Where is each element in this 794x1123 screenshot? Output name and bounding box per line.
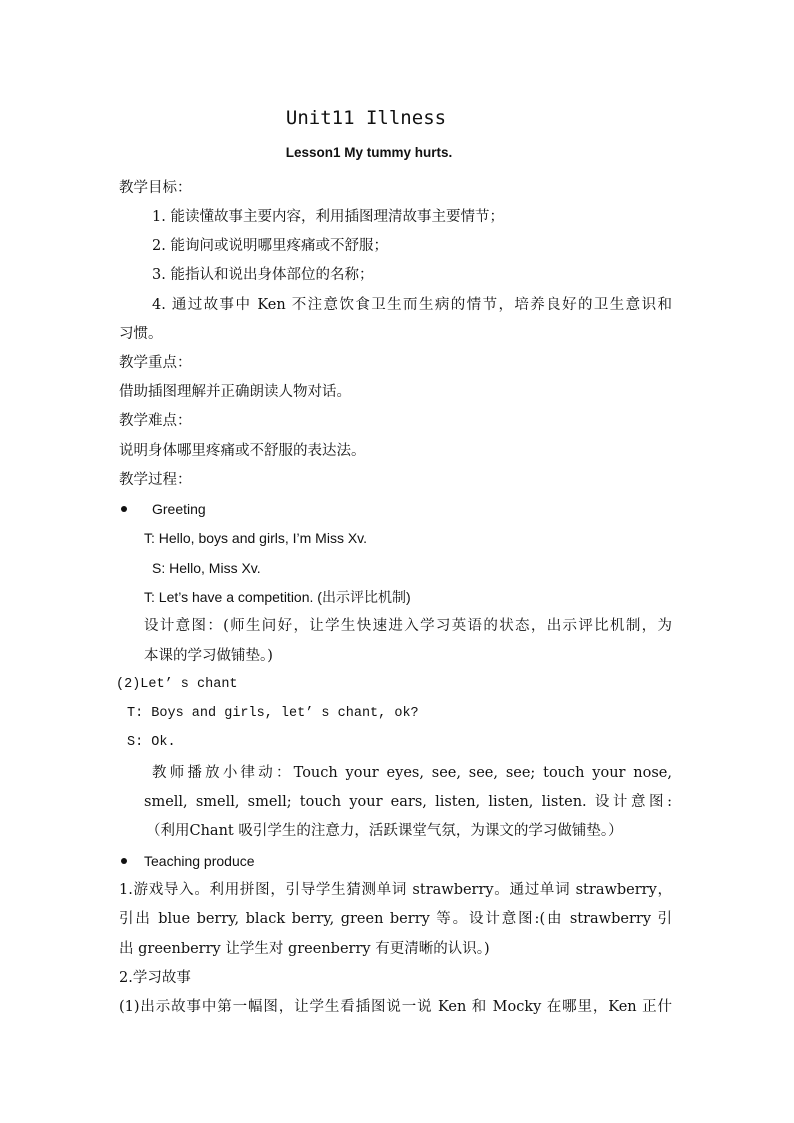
objective-item-4-cont: 习惯。 (119, 326, 163, 342)
key-points-text: 借助插图理解并正确朗读人物对话。 (119, 384, 351, 400)
produce-paragraph-3: 出 greenberry 让学生对 greenberry 有更清晰的认识。) (119, 941, 490, 957)
chant-paragraph-1: 教师播放小律动：Touch your eyes, see, see, see; touch your nose, (152, 765, 672, 781)
produce-paragraph-2: 引出 blue berry, black berry, green berry 等。设计意图:(由 strawberry 引 (119, 911, 672, 927)
greeting-design-intent-1: 设计意图：(师生问好，让学生快速进入学习英语的状态，出示评比机制，为 (144, 618, 672, 634)
greeting-teacher-line-1: T: Hello, boys and girls, I’m Miss Xv. (144, 530, 368, 546)
greeting-student-line-1: S: Hello, Miss Xv. (152, 560, 261, 576)
produce-label: Teaching produce (144, 853, 255, 869)
difficulties-heading: 教学难点： (119, 413, 192, 429)
objective-item-2: 2. 能询问或说明哪里疼痛或不舒服； (152, 238, 388, 254)
bullet-icon (121, 858, 127, 864)
greeting-design-intent-2: 本课的学习做铺垫。) (144, 648, 273, 664)
key-points-heading: 教学重点： (119, 355, 192, 371)
difficulties-text: 说明身体哪里疼痛或不舒服的表达法。 (119, 443, 366, 459)
objective-item-4: 4. 通过故事中 Ken 不注意饮食卫生而生病的情节，培养良好的卫生意识和 (152, 297, 672, 313)
objectives-heading: 教学目标： (119, 180, 192, 196)
chant-teacher-line: T: Boys and girls, let’ s chant, ok? (127, 706, 419, 721)
lesson-subtitle: Lesson1 My tummy hurts. (285, 145, 453, 160)
greeting-label: Greeting (152, 501, 206, 517)
chant-label: (2)Let’ s chant (116, 677, 238, 692)
produce-paragraph-4: 2.学习故事 (119, 970, 191, 986)
greeting-teacher-line-2: T: Let’s have a competition. (出示评比机制) (144, 589, 411, 605)
process-heading: 教学过程： (119, 472, 192, 488)
objective-item-3: 3. 能指认和说出身体部位的名称； (152, 267, 374, 283)
chant-student-line: S: Ok. (127, 735, 176, 750)
chant-paragraph-3: （利用Chant 吸引学生的注意力，活跃课堂气氛，为课文的学习做铺垫。） (146, 823, 623, 839)
objective-item-1: 1. 能读懂故事主要内容，利用插图理清故事主要情节； (152, 209, 504, 225)
bullet-icon (121, 506, 127, 512)
produce-paragraph-1: 1.游戏导入。利用拼图，引导学生猜测单词 strawberry。通过单词 strawberry， (119, 882, 672, 898)
document-title: Unit11 Illness (285, 107, 447, 129)
chant-paragraph-2: smell, smell, smell; touch your ears, listen, listen, listen. 设计意图: (144, 794, 672, 810)
produce-paragraph-5: (1)出示故事中第一幅图，让学生看插图说一说 Ken 和 Mocky 在哪里，Ken 正什 (119, 999, 672, 1015)
